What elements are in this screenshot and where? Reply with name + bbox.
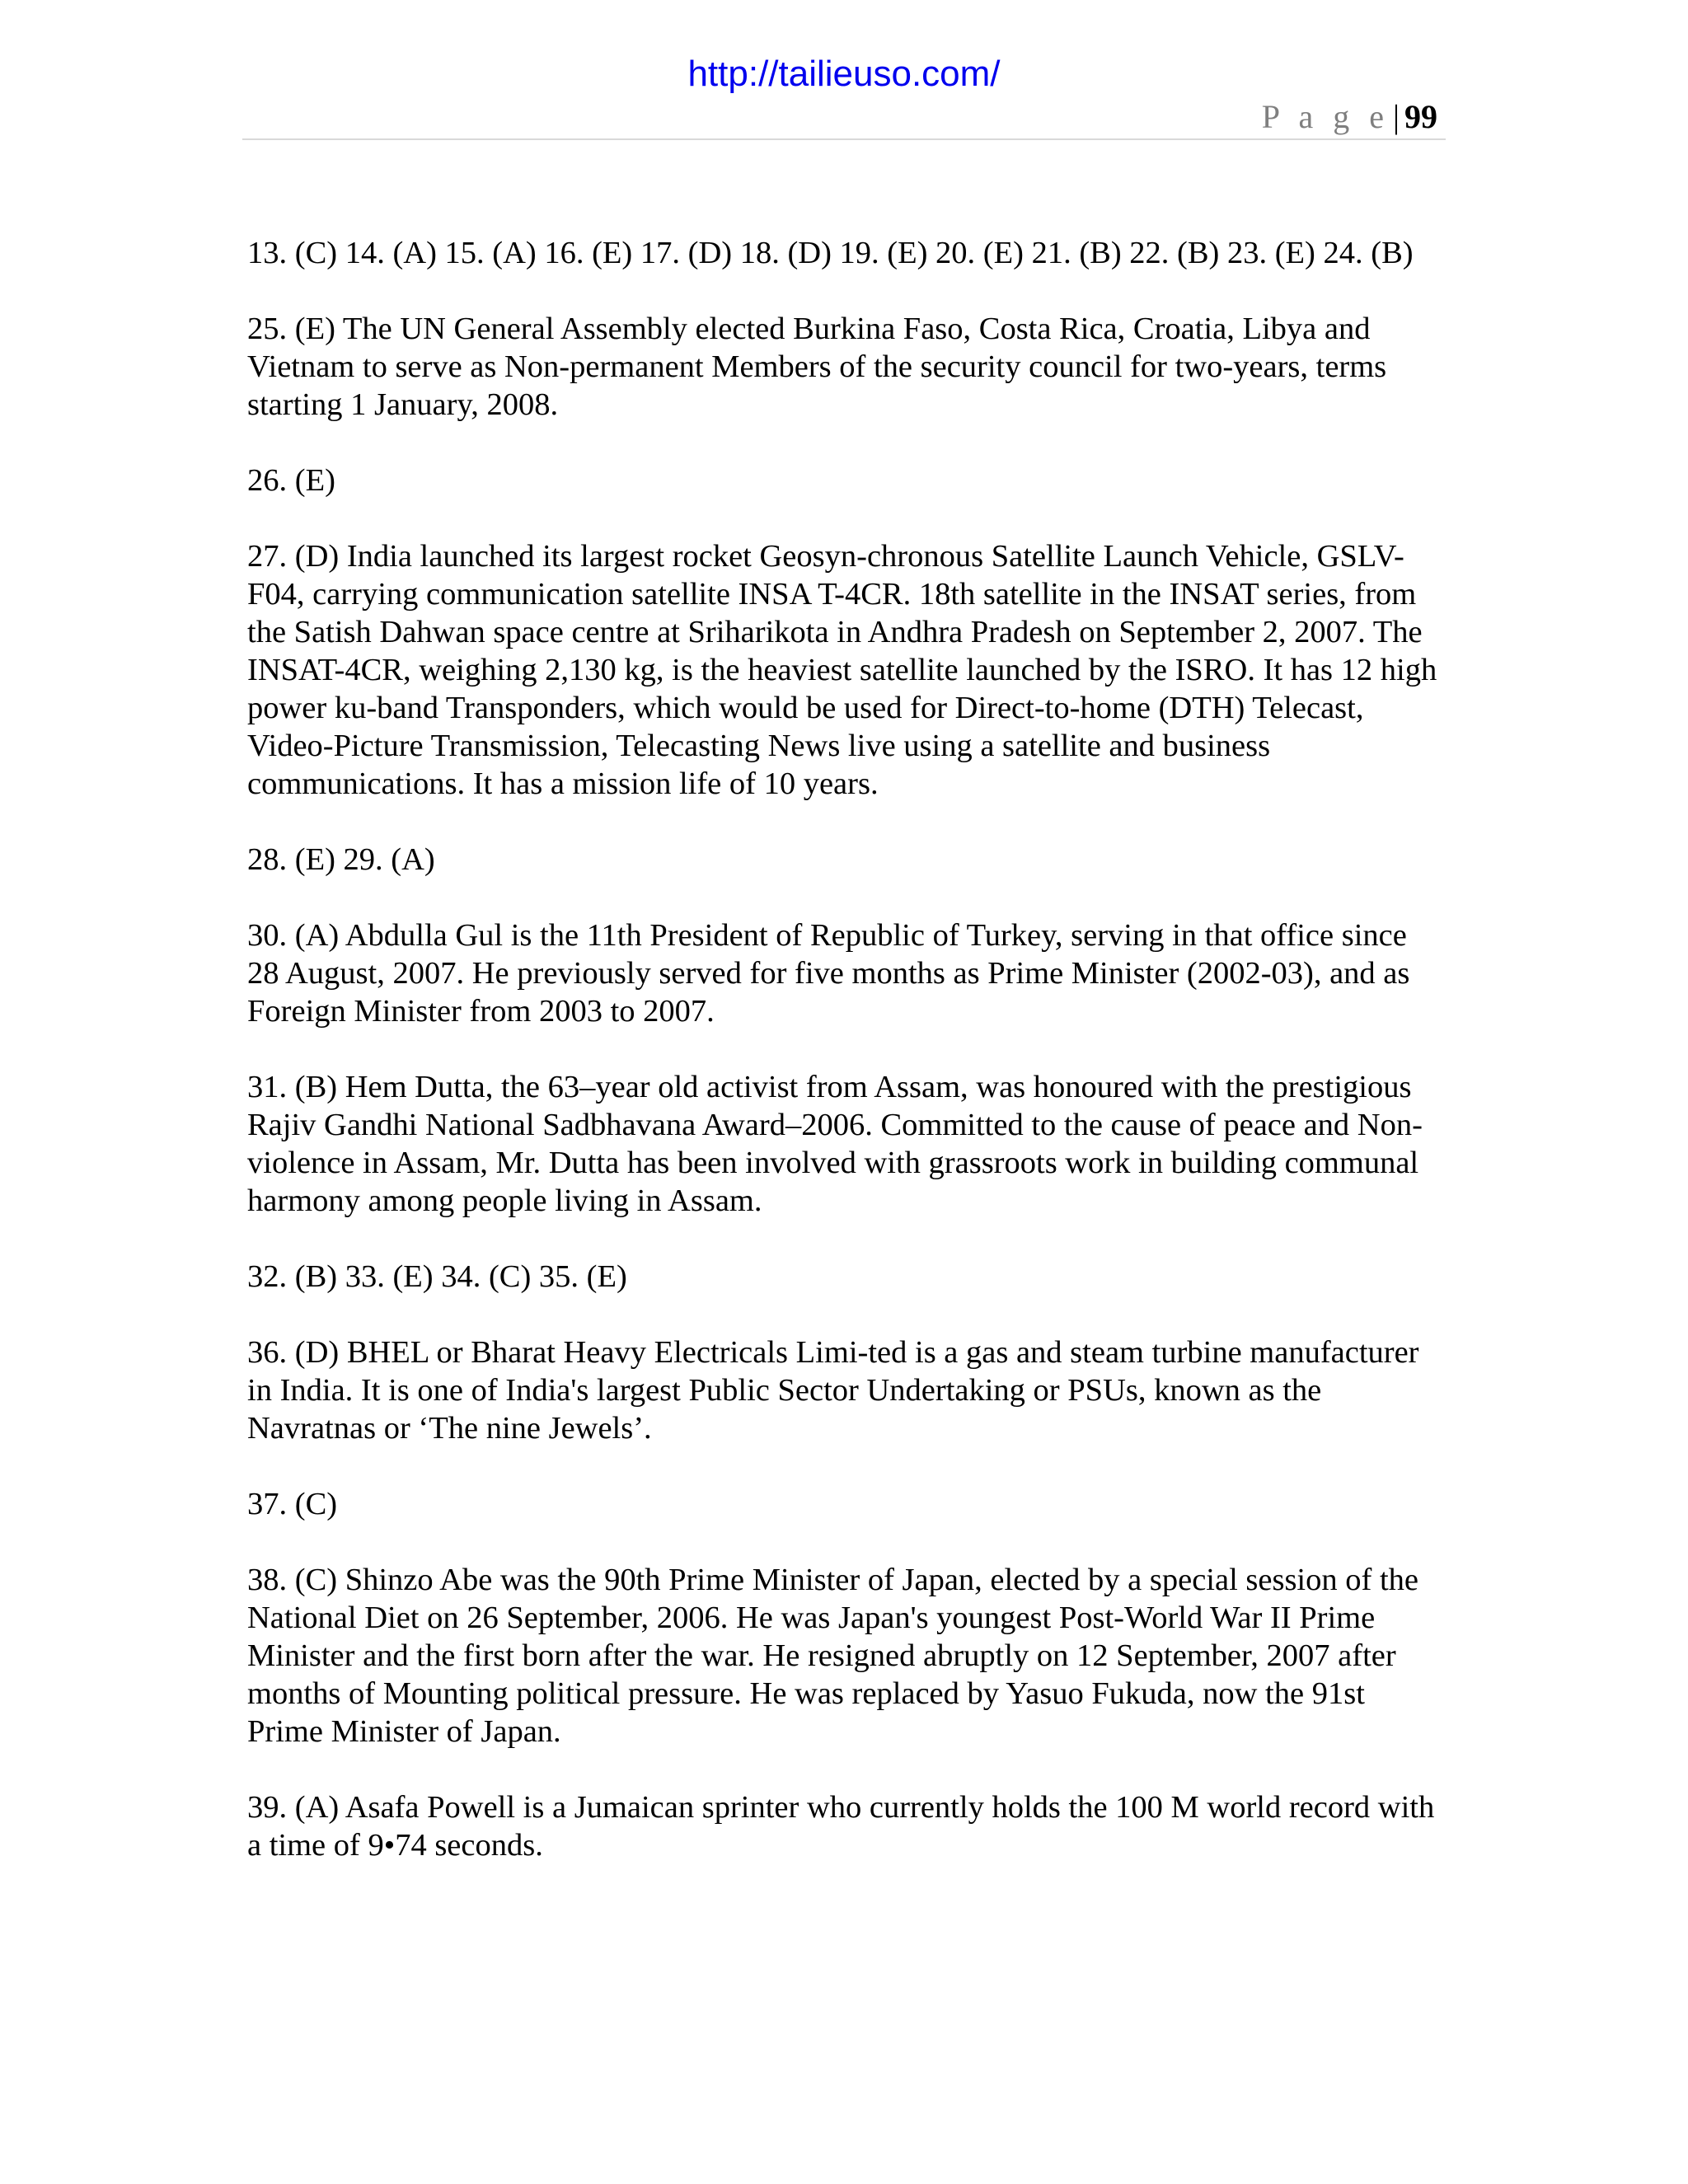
page-word: P a g e [1261,98,1390,135]
page-separator: | [1392,98,1400,135]
answer-36: 36. (D) BHEL or Bharat Heavy Electricals Limi-ted is a gas and steam turbine manufacturer in India. It is one of India's largest Public Sector Undertaking or PSUs, known as the Navratnas or ‘The nine Jewels’. [247,1335,1419,1446]
answer-37: 37. (C) [247,1487,338,1521]
answer-25: 25. (E) The UN General Assembly elected Burkina Faso, Costa Rica, Croatia, Libya and Vietnam to serve as Non-permanent Members of the security council for two-years, terms starting 1 January, 2008. [247,312,1387,422]
answer-27: 27. (D) India launched its largest rocket Geosyn-chronous Satellite Launch Vehicle, GSLV-F04, carrying communication satellite INSA T-4CR. 18th satellite in the INSAT series, from the Satish Dahwan space centre at Sriharikota in Andhra Pradesh on September 2, 2007. The INSAT-4CR, weighing 2,130 kg, is the heaviest satellite launched by the ISRO. It has 12 high power ku-band Transponders, which would be used for Direct-to-home (DTH) Telecast, Video-Picture Transmission, Telecasting News live using a satellite and business communications. It has a mission life of 10 years. [247,539,1437,801]
answer-38: 38. (C) Shinzo Abe was the 90th Prime Minister of Japan, elected by a special session of the National Diet on 26 September, 2006. He was Japan's youngest Post-World War II Prime Minister and the first born after the war. He resigned abruptly on 12 September, 2007 after months of Mounting political pressure. He was replaced by Yasuo Fukuda, now the 91st Prime Minister of Japan. [247,1563,1418,1749]
answers-28-29: 28. (E) 29. (A) [247,842,435,877]
answer-30: 30. (A) Abdulla Gul is the 11th President of Republic of Turkey, serving in that office since 28 August, 2007. He previously served for five months as Prime Minister (2002-03), and as Foreign Minister from 2003 to 2007. [247,918,1410,1029]
answer-39: 39. (A) Asafa Powell is a Jumaican sprinter who currently holds the 100 M world record with a time of 9•74 seconds. [247,1790,1435,1863]
answer-text-body [247,234,1442,1902]
answers-32-35: 32. (B) 33. (E) 34. (C) 35. (E) [247,1259,627,1294]
answer-31: 31. (B) Hem Dutta, the 63–year old activist from Assam, was honoured with the prestigious Rajiv Gandhi National Sadbhavana Award–2006. Committed to the cause of peace and Non-violence in Assam, Mr. Dutta has been involved with grassroots work in building communal harmony among people living in Assam. [247,1070,1423,1218]
header-url-link[interactable]: http://tailieuso.com/ [687,54,1001,94]
page-number-label [1262,99,1437,135]
answers-13-24: 13. (C) 14. (A) 15. (A) 16. (E) 17. (D) 18. (D) 19. (E) 20. (E) 21. (B) 22. (B) 23. (E) 24. (B) [247,236,1414,270]
page-number: 99 [1404,98,1437,135]
answer-26: 26. (E) [247,463,335,498]
header-divider [242,138,1446,140]
